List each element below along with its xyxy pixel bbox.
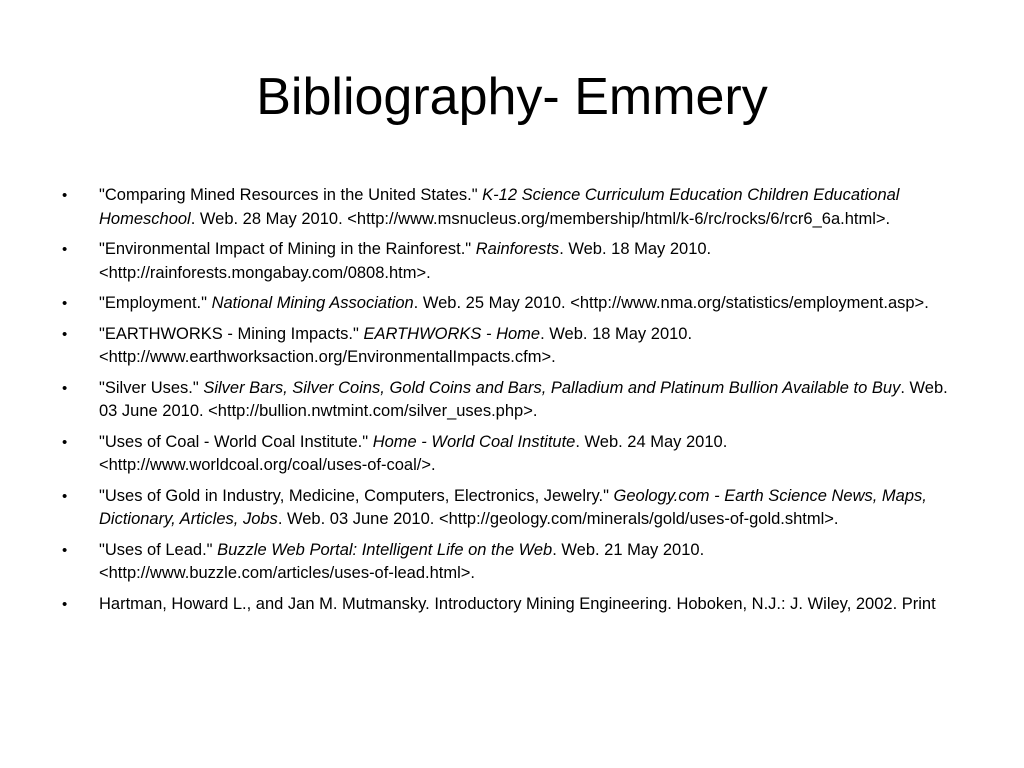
source-title: Rainforests (475, 240, 560, 258)
bibliography-entry (62, 323, 952, 370)
citation-text: Hartman, Howard L., and Jan M. Mutmansky. Introductory Mining Engineering. Hoboken, N.J.: J. Wiley, 2002. Print (99, 594, 936, 613)
bullet-icon: • (62, 379, 68, 397)
citation-text: "EARTHWORKS - Mining Impacts." (99, 324, 364, 343)
entry-text (99, 240, 711, 282)
bibliography-entry (62, 593, 952, 617)
entry-text (99, 595, 936, 613)
citation-text: . Web. 21 May 2010. <http://www.buzzle.com/articles/uses-of-lead.html>. (99, 540, 705, 582)
bullet-icon: • (62, 487, 68, 505)
bullet-icon: • (62, 187, 68, 204)
citation-text: "Uses of Lead." (99, 540, 218, 559)
bullet-icon: • (62, 595, 68, 613)
citation-text: "Uses of Gold in Industry, Medicine, Computers, Electronics, Jewelry." (99, 486, 614, 505)
entry-text (99, 379, 948, 421)
bibliography-entry (62, 292, 952, 316)
citation-text: . Web. 28 May 2010. <http://www.msnucleus.org/membership/html/k-6/rc/rocks/6/rcr6_6a.html>. (190, 209, 891, 228)
bullet-icon: • (62, 433, 68, 451)
bullet-icon: • (62, 541, 68, 559)
bibliography-list (62, 184, 952, 623)
entry-text (99, 294, 929, 312)
entry-text (99, 186, 899, 228)
entry-text (99, 541, 704, 583)
citation-text: . Web. 03 June 2010. <http://bullion.nwtmint.com/silver_uses.php>. (99, 378, 948, 420)
source-title: Silver Bars, Silver Coins, Gold Coins and Bars, Palladium and Platinum Bullion Available to Buy (203, 378, 901, 397)
entry-text (99, 433, 727, 475)
slide-title: Bibliography- Emmery (256, 68, 768, 126)
bullet-icon: • (62, 295, 68, 312)
citation-text: . Web. 25 May 2010. <http://www.nma.org/statistics/employment.asp>. (413, 294, 929, 312)
source-title: Geology.com - Earth Science News, Maps, Dictionary, Articles, Jobs (99, 486, 927, 528)
bibliography-entry (62, 184, 952, 231)
citation-text: . Web. 03 June 2010. <http://geology.com/minerals/gold/uses-of-gold.shtml>. (277, 510, 839, 528)
bibliography-entry (62, 238, 952, 285)
citation-text: "Uses of Coal - World Coal Institute." (99, 432, 373, 451)
source-title: K-12 Science Curriculum Education Children Educational Homeschool (99, 186, 900, 228)
bibliography-entry (62, 431, 952, 478)
bullet-icon: • (62, 241, 68, 258)
entry-text (99, 325, 692, 367)
entry-text (99, 487, 927, 529)
citation-text: . Web. 18 May 2010. <http://www.earthworksaction.org/EnvironmentalImpacts.cfm>. (99, 324, 693, 366)
bibliography-entry (62, 377, 952, 424)
citation-text: . Web. 18 May 2010. <http://rainforests.mongabay.com/0808.htm>. (99, 240, 712, 282)
bibliography-entry (62, 539, 952, 586)
citation-text: "Employment." (99, 294, 212, 312)
citation-text: "Silver Uses." (99, 378, 204, 397)
citation-text: "Environmental Impact of Mining in the Rainforest." (99, 240, 476, 258)
citation-text: "Comparing Mined Resources in the United States." (99, 186, 483, 204)
source-title: EARTHWORKS - Home (363, 324, 541, 343)
source-title: Home - World Coal Institute (372, 432, 576, 451)
source-title: National Mining Association (211, 294, 414, 312)
bullet-icon: • (62, 325, 68, 343)
source-title: Buzzle Web Portal: Intelligent Life on the Web (217, 540, 553, 559)
bibliography-entry (62, 485, 952, 532)
citation-text: . Web. 24 May 2010. <http://www.worldcoal.org/coal/uses-of-coal/>. (99, 432, 728, 474)
